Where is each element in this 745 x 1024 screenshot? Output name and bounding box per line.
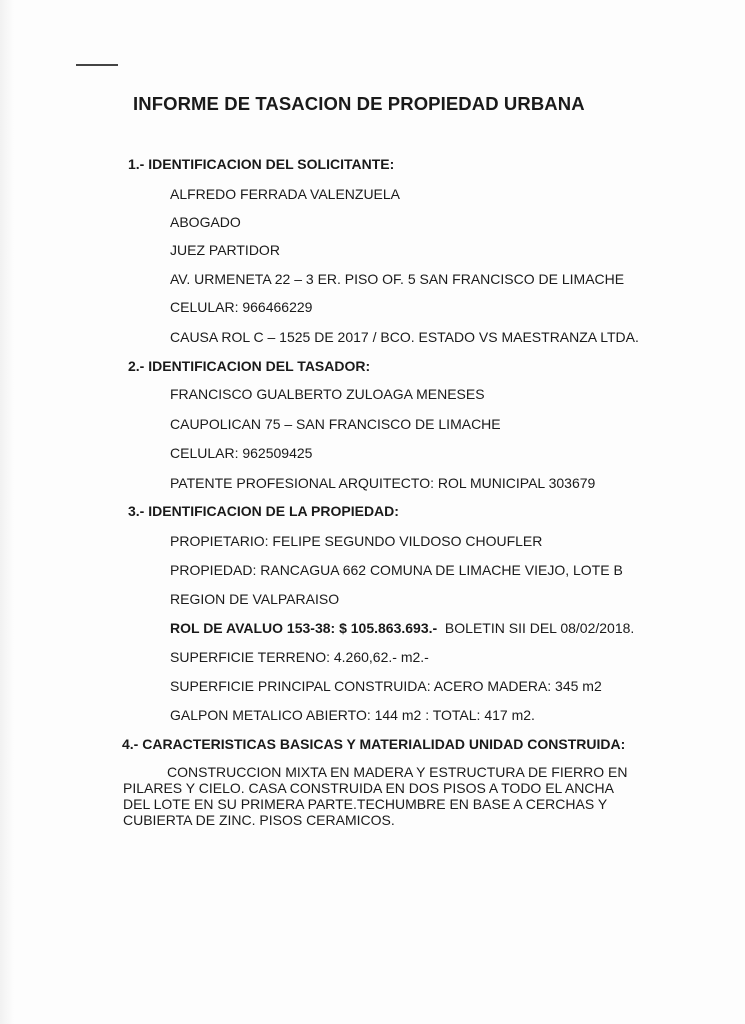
section-3-heading: 3.- IDENTIFICACION DE LA PROPIEDAD: [128,503,399,519]
section-1-heading: 1.- IDENTIFICACION DEL SOLICITANTE: [128,156,395,172]
scan-edge-shadow [0,0,14,1024]
built-area: SUPERFICIE PRINCIPAL CONSTRUIDA: ACERO MADERA: 345 m2 [170,678,602,694]
description-line: DEL LOTE EN SU PRIMERA PARTE.TECHUMBRE EN BASE A CERCHAS Y [123,796,608,812]
description-line: CONSTRUCCION MIXTA EN MADERA Y ESTRUCTURA DE FIERRO EN [167,764,628,780]
appraisal-roll-value: ROL DE AVALUO 153-38: $ 105.863.693.- [170,620,438,636]
applicant-name: ALFREDO FERRADA VALENZUELA [170,186,401,202]
case-reference: CAUSA ROL C – 1525 DE 2017 / BCO. ESTADO VS MAESTRANZA LTDA. [170,329,639,345]
applicant-role: JUEZ PARTIDOR [170,242,280,258]
appraisal-roll-line [170,620,634,636]
description-line: PILARES Y CIELO. CASA CONSTRUIDA EN DOS PISOS A TODO EL ANCHA [123,780,614,796]
applicant-profession: ABOGADO [170,214,241,230]
shed-and-total-area: GALPON METALICO ABIERTO: 144 m2 : TOTAL: 417 m2. [170,707,535,723]
appraiser-license: PATENTE PROFESIONAL ARQUITECTO: ROL MUNICIPAL 303679 [170,475,596,491]
applicant-phone: CELULAR: 966466229 [170,299,313,315]
document-title: INFORME DE TASACION DE PROPIEDAD URBANA [133,93,585,114]
appraiser-name: FRANCISCO GUALBERTO ZULOAGA MENESES [170,386,485,402]
corner-mark [76,64,118,66]
description-line: CUBIERTA DE ZINC. PISOS CERAMICOS. [123,812,395,828]
construction-description [123,764,663,828]
sii-bulletin-date: BOLETIN SII DEL 08/02/2018. [437,620,635,636]
appraiser-phone: CELULAR: 962509425 [170,445,313,461]
appraiser-address: CAUPOLICAN 75 – SAN FRANCISCO DE LIMACHE [170,416,501,432]
property-region: REGION DE VALPARAISO [170,591,340,607]
property-address: PROPIEDAD: RANCAGUA 662 COMUNA DE LIMACHE VIEJO, LOTE B [170,562,623,578]
land-area: SUPERFICIE TERRENO: 4.260,62.- m2.- [170,649,429,665]
property-owner: PROPIETARIO: FELIPE SEGUNDO VILDOSO CHOUFLER [170,533,543,549]
applicant-address: AV. URMENETA 22 – 3 ER. PISO OF. 5 SAN FRANCISCO DE LIMACHE [170,271,625,287]
section-4-heading: 4.- CARACTERISTICAS BASICAS Y MATERIALIDAD UNIDAD CONSTRUIDA: [122,736,626,752]
section-2-heading: 2.- IDENTIFICACION DEL TASADOR: [128,358,371,374]
